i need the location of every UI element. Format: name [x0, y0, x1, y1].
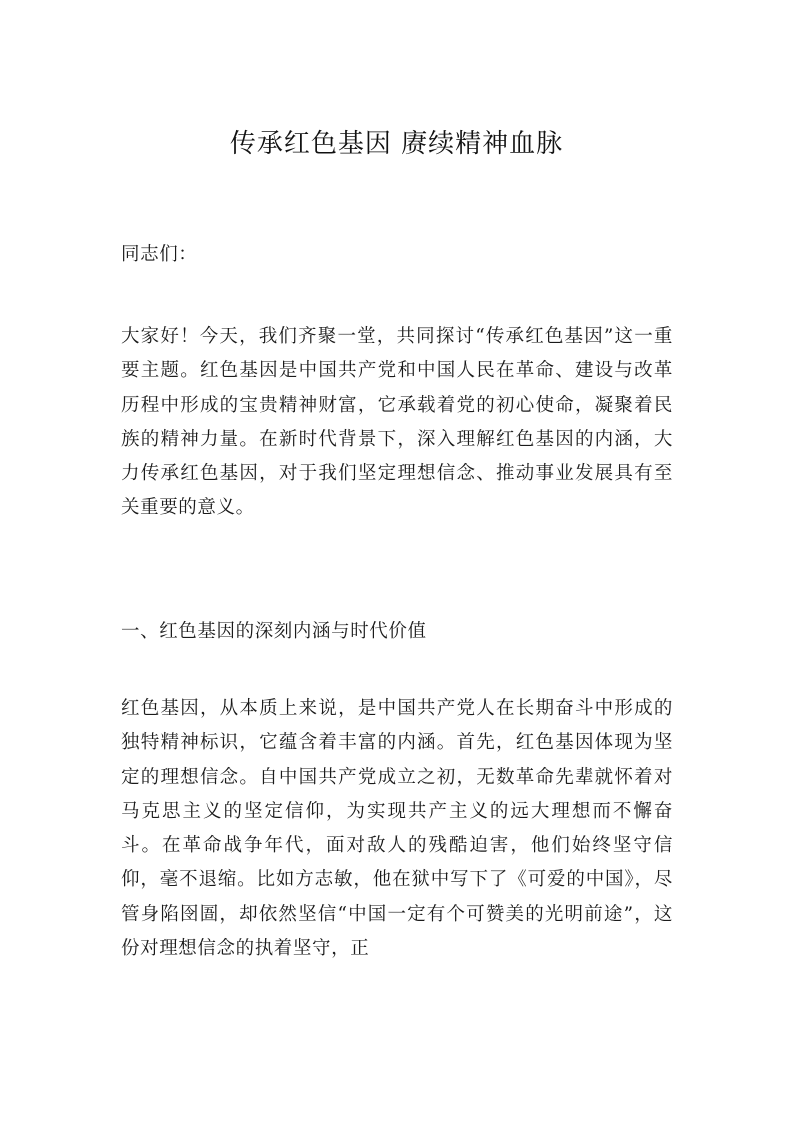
document-title: 传承红色基因 赓续精神血脉: [229, 129, 564, 159]
section-heading-1: 一、红色基因的深刻内涵与时代价值: [121, 621, 427, 642]
intro-paragraph: 大家好！今天，我们齐聚一堂，共同探讨“传承红色基因”这一重要主题。红色基因是中国共产党和中国人民在革命、建设与改革历程中形成的宝贵精神财富，它承载着党的初心使命，凝聚着民族的精神力量。在新时代背景下，深入理解红色基因的内涵，大力传承红色基因，对于我们坚定理想信念、推动事业发展具有至关重要的意义。: [121, 326, 673, 519]
section-body-1: 红色基因，从本质上来说，是中国共产党人在长期奋斗中形成的独特精神标识，它蕴含着丰富的内涵。首先，红色基因体现为坚定的理想信念。自中国共产党成立之初，无数革命先辈就怀着对马克思主义的坚定信仰，为实现共产主义的远大理想而不懈奋斗。在革命战争年代，面对敌人的残酷迫害，他们始终坚守信仰，毫不退缩。比如方志敏，他在狱中写下了《可爱的中国》，尽管身陷囹圄，却依然坚信“中国一定有个可赞美的光明前途”，这份对理想信念的执着坚守，正: [121, 698, 673, 960]
salutation: 同志们：: [121, 244, 198, 265]
